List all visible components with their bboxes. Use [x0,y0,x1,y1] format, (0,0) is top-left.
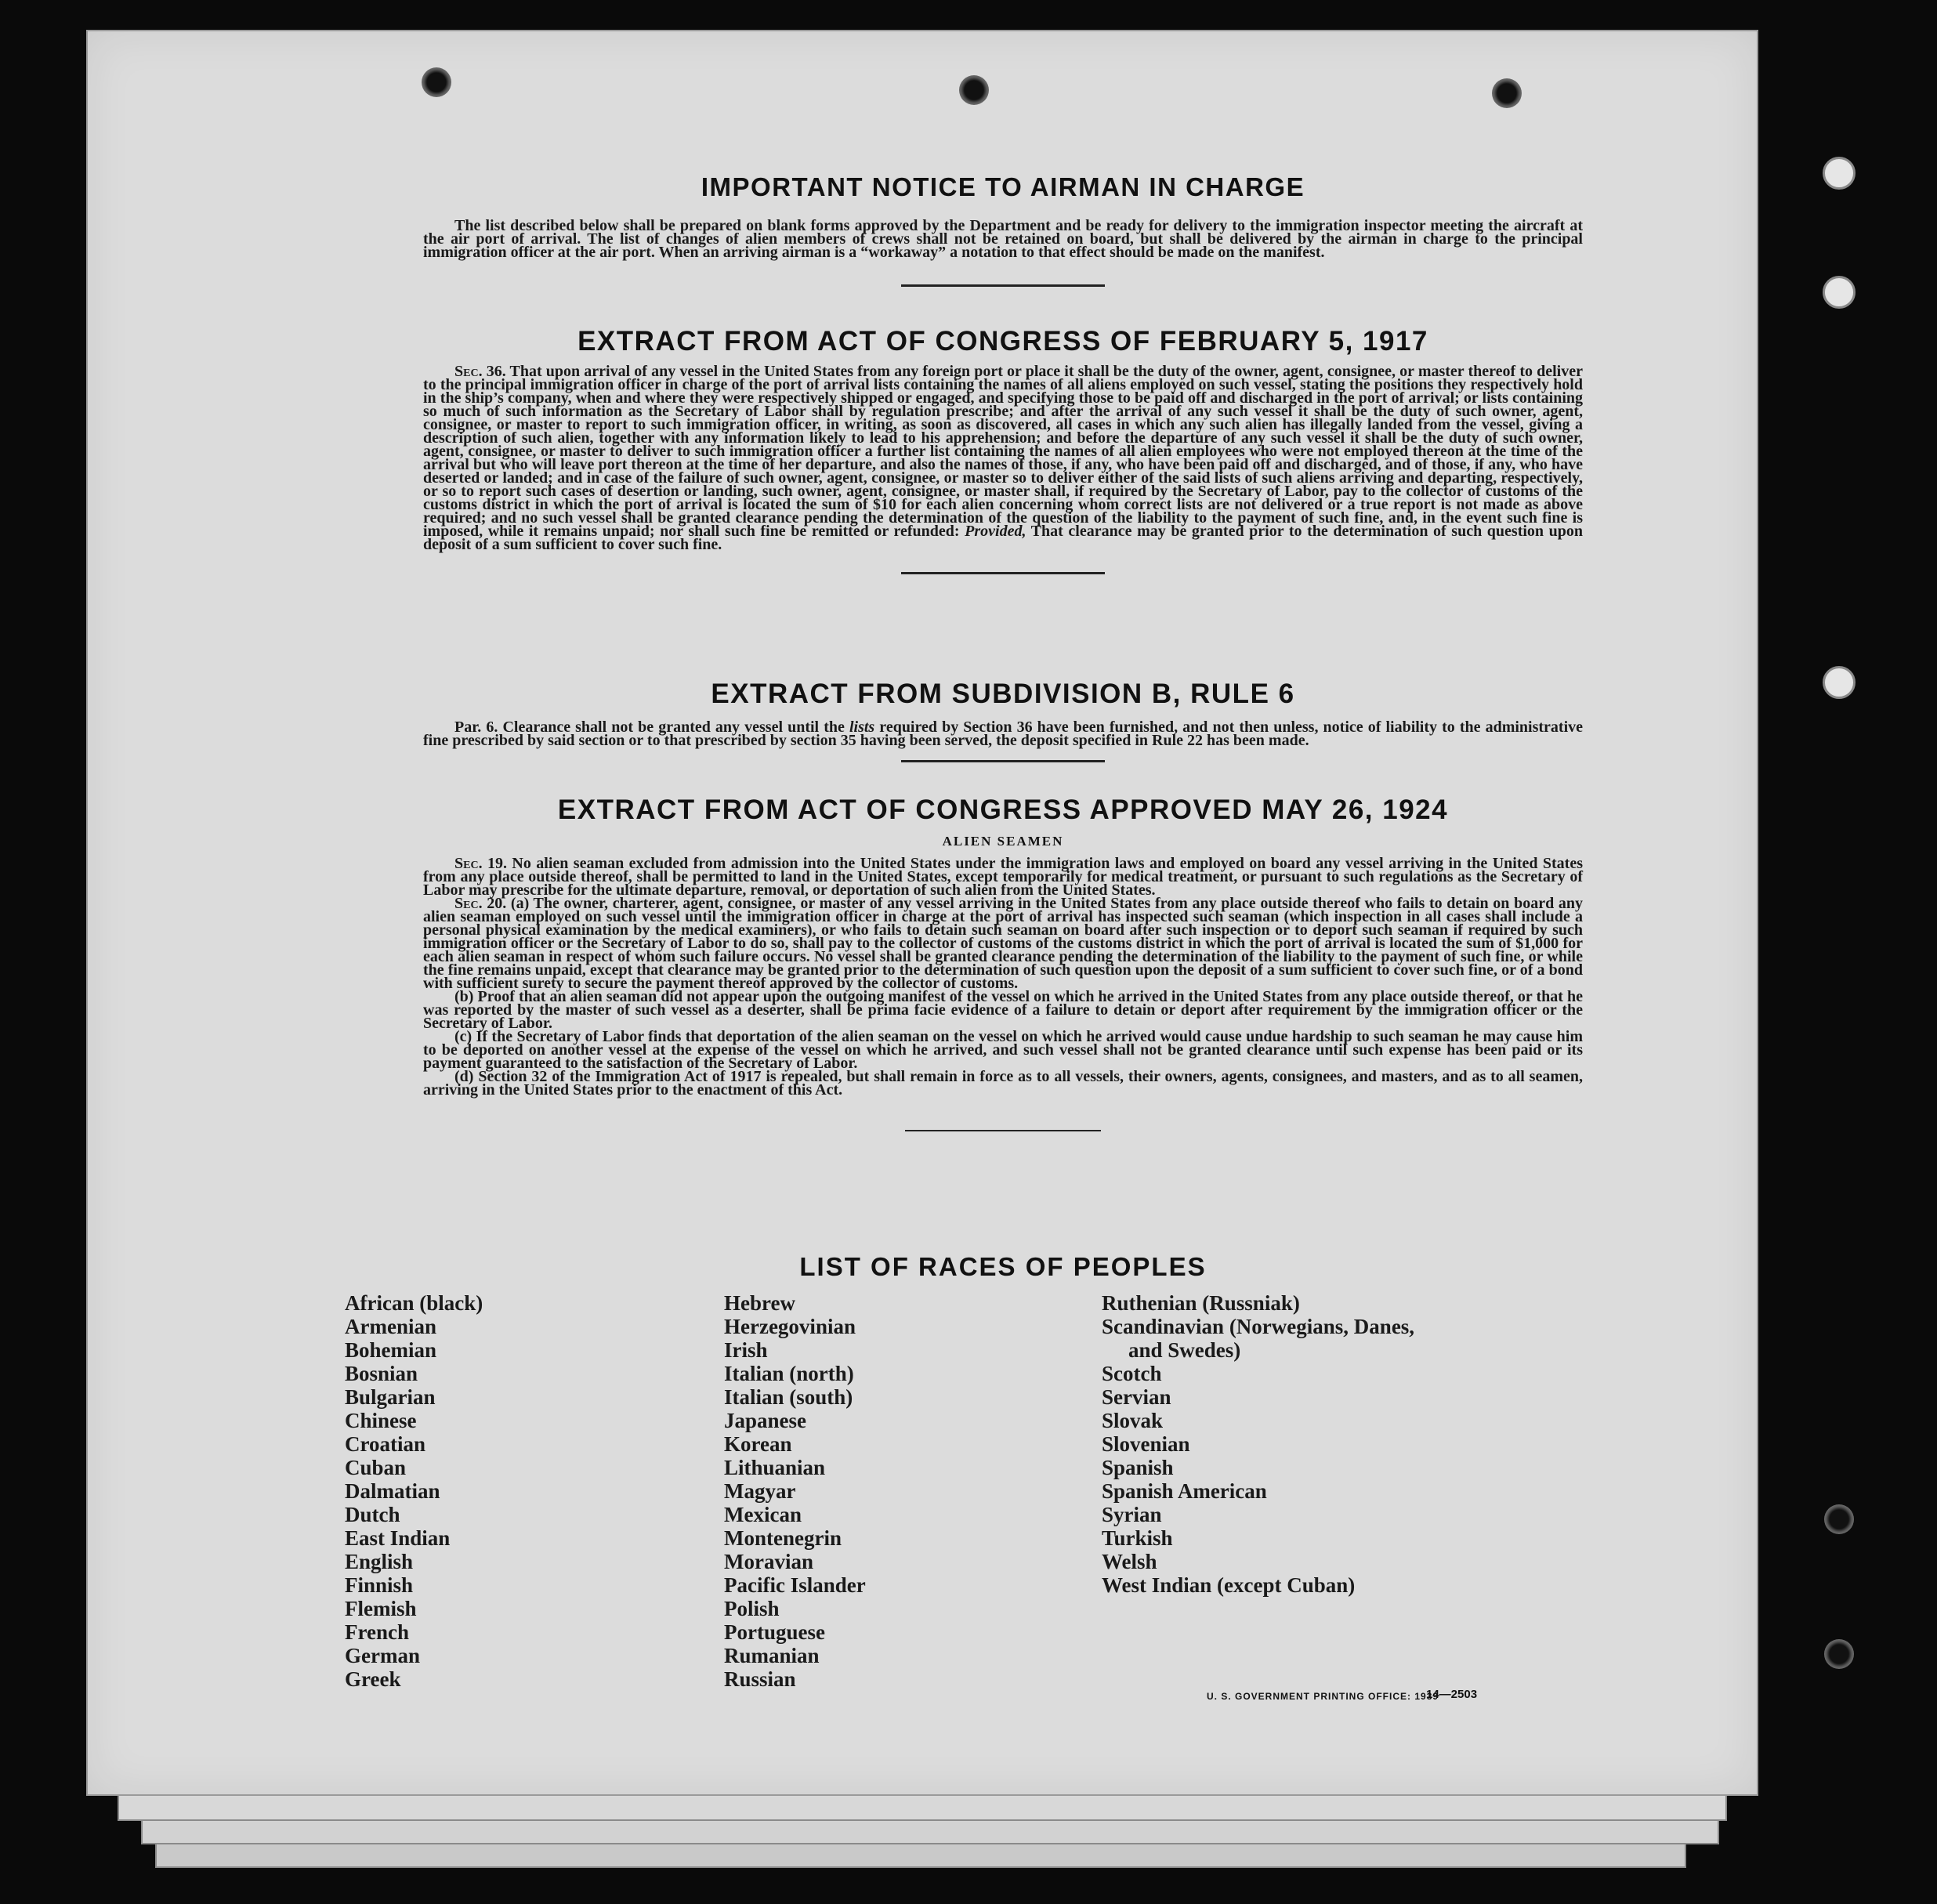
race-item: Servian [1102,1385,1171,1409]
race-item: Irish [724,1338,768,1362]
sec-20a-text [423,897,1583,990]
race-item: Armenian [345,1315,436,1338]
act-1917-text [423,365,1583,552]
race-item: Ruthenian (Russniak) [1102,1291,1300,1315]
race-item: Moravian [724,1550,813,1573]
divider [901,572,1105,574]
race-item: Cuban [345,1456,407,1479]
divider [905,1130,1101,1131]
act-1917-body: That upon arrival of any vessel in the United States from any foreign port or place it shall be the duty of the owner, agent, consignee, or master thereof to deliver to the principal immigration officer in charge of the port of arrival lists containing the names of all aliens employed on such vessel, stating the positions they respectively hold in the ship’s company, when and where they were respectively shipped or engaged, and specifying those to be paid off and discharged in the port of arrival; or lists containing so much of such information as the Secretary of Labor shall by regulation prescribe; and after the arrival of any such vessel it shall be the duty of such owner, agent, consignee, or master to report to such immigration officer, in writing, as soon as discovered, all cases in which any such alien has illegally landed from the vessel, giving a description of such alien, together with any information likely to lead to his apprehension; and before the departure of any such vessel it shall be the duty of such owner, agent, consignee, or master to deliver to such immigration officer a further list containing the names of all alien employees who were not employed thereon at the time of the arrival but who will leave port thereon at the time of her departure, and also the names of those, if any, who have been paid off and discharged, and of those, if any, who have deserted or landed; and in case of the failure of such owner, agent, consignee, or master so to deliver either of the said lists of such aliens arriving and departing, respectively, or so to report such cases of desertion or landing, such owner, agent, consignee, or master shall, if required by the Secretary of Labor, pay to the collector of customs of the customs district in which the port of arrival is located the sum of $10 for each alien concerning whom correct lists are not delivered or a true report is not made as above required; and no such vessel shall be granted clearance pending the determination of the question of the liability to the payment of such fine, and, in the event such fine is imposed, while it remains unpaid; nor shall such fine be remitted or refunded: [423,363,1583,540]
printer-imprint: U. S. GOVERNMENT PRINTING OFFICE: 1939 [1207,1691,1439,1702]
race-item: Polish [724,1597,780,1620]
race-item: English [345,1550,414,1573]
race-item: Korean [724,1432,792,1456]
race-item: Finnish [345,1573,414,1597]
notice-title: IMPORTANT NOTICE TO AIRMAN IN CHARGE [701,172,1305,201]
divider [901,760,1105,762]
provided-word: Provided, [965,523,1026,540]
form-number: 14—2503 [1426,1688,1478,1701]
sec-20a-body: (a) The owner, charterer, agent, consignee, or master of any vessel arriving in the United States from any place outside thereof who fails to detain on board any alien seaman employed on such vessel until the immigration officer in charge at the port of arrival has inspected such seaman (which inspection in all cases shall include a personal physical examination by the medical examiners), or who fails to detain such seaman on board after such inspection or to deport such seaman if required by such immigration officer or the Secretary of Labor to do so, shall pay to the collector of customs of the customs district in which the port of arrival is located the sum of $1,000 for each alien seaman in respect of whom such failure occurs. No vessel shall be granted clearance pending the determination of the liability to the payment of such fine, or while the fine remains unpaid, except that clearance may be granted prior to the determination of such question upon the deposit of a sum sufficient to cover such fine, or of a bond with sufficient surety to secure the payment thereof approved by the collector of customs. [423,895,1584,992]
race-item: Bulgarian [345,1385,436,1409]
race-item: Mexican [724,1503,802,1526]
sec-20c-text: (c) If the Secretary of Labor finds that deportation of the alien seaman on the vessel on which he arrived would cause undue hardship to such seaman he may cause him to be deported on another vessel at the expense of the vessel on which he arrived, and such vessel shall not be granted clearance until such expense has been paid or its payment guaranteed to the satisfaction of the Secretary of Labor. [423,1028,1583,1072]
race-item: Montenegrin [724,1526,842,1550]
divider [901,284,1105,287]
race-item: Bosnian [345,1362,418,1385]
races-column-2 [724,1291,866,1691]
races-title: LIST OF RACES OF PEOPLES [799,1252,1207,1281]
race-item: Hebrew [724,1291,795,1315]
rule-6-section [423,679,1583,762]
punch-hole-icon [1492,78,1522,108]
race-item: Flemish [345,1597,417,1620]
section-label: Sec. 36. [454,363,506,380]
act-1917-section [423,326,1583,574]
section-label: Sec. 20. [454,895,507,912]
notice-section [423,219,1583,287]
race-item: and Swedes) [1128,1338,1241,1362]
race-item: Magyar [724,1479,796,1503]
race-item: French [345,1620,409,1644]
race-item: Slovenian [1102,1432,1190,1456]
race-item: Portuguese [724,1620,825,1644]
paragraph-label: Par. 6. [454,719,498,736]
lists-word: lists [849,719,875,736]
punch-hole-icon [1824,1504,1854,1534]
sec-19-text [423,857,1583,897]
sec-20d-text: (d) Section 32 of the Immigration Act of 1917 is repealed, but shall remain in force as to all vessels, their owners, agents, consignees, and masters, and as to all seamen, arriving in the United States prior to the enactment of this Act. [423,1068,1583,1099]
punch-hole-icon [959,75,989,105]
race-item: Welsh [1102,1550,1157,1573]
rule-6-title: EXTRACT FROM SUBDIVISION B, RULE 6 [711,679,1295,709]
binder-ring-icon [1823,157,1856,190]
rule-6-text [423,721,1583,747]
races-column-1 [345,1291,483,1691]
race-item: Spanish American [1102,1479,1267,1503]
race-item: Croatian [345,1432,426,1456]
act-1924-section [423,795,1583,1131]
race-item: Dutch [345,1503,400,1526]
race-item: Italian (north) [724,1362,854,1385]
race-item: German [345,1644,420,1667]
race-item: Syrian [1102,1503,1162,1526]
race-item: Greek [345,1667,401,1691]
alien-seamen-subtitle: ALIEN SEAMEN [942,834,1064,849]
race-item: Pacific Islander [724,1573,866,1597]
race-item: Chinese [345,1409,417,1432]
race-item: Lithuanian [724,1456,826,1479]
rule-6-body-a: Clearance shall not be granted any vessel until the [502,719,845,736]
races-column-3 [1102,1291,1414,1597]
rule-6-body-b: required by Section 36 have been furnished, and not then unless, notice of liability to the administrative fine prescribed by said section or to that prescribed by section 35 having been served, the deposit specified in Rule 22 has been made. [423,719,1584,749]
binder-ring-icon [1823,666,1856,699]
race-item: Russian [724,1667,796,1691]
sec-19-body: No alien seaman excluded from admission into the United States under the immigration laws and employed on board any vessel arriving in the United States from any place outside thereof, shall be permitted to land in the United States, except temporarily for medical treatment, or pursuant to such regulations as the Secretary of Labor may prescribe for the ultimate departure, removal, or deportation of such alien from the United States. [423,855,1584,899]
race-item: East Indian [345,1526,451,1550]
act-1917-body-end: That clearance may be granted prior to the determination of such question upon deposit of a sum sufficient to cover such fine. [423,523,1583,553]
punch-hole-icon [422,67,451,97]
race-item: West Indian (except Cuban) [1102,1573,1356,1597]
sec-20b-text: (b) Proof that an alien seaman did not appear upon the outgoing manifest of the vessel on which he arrived in the United States from any place outside thereof, or that he was reported by the master of such vessel as a deserter, shall be prima facie evidence of a failure to detain or deport after requirement by the immigration officer or the Secretary of Labor. [423,988,1583,1032]
race-item: Bohemian [345,1338,437,1362]
race-item: African (black) [345,1291,483,1315]
act-1924-title: EXTRACT FROM ACT OF CONGRESS APPROVED MAY 26, 1924 [557,795,1449,825]
race-item: Rumanian [724,1644,820,1667]
race-item: Scandinavian (Norwegians, Danes, [1102,1315,1415,1338]
race-item: Japanese [724,1409,807,1432]
binder-ring-icon [1823,276,1856,309]
race-item: Italian (south) [724,1385,853,1409]
notice-text: The list described below shall be prepared on blank forms approved by the Department and be ready for delivery to the immigration inspector meeting the aircraft at the air port of arrival. The list of changes of alien members of crews shall not be retained on board, but shall be delivered by the airman in charge to the principal immigration officer at the air port. When an arriving airman is a “workaway” a notation to that effect should be made on the manifest. [423,217,1583,261]
section-label: Sec. 19. [454,855,507,872]
race-item: Slovak [1102,1409,1164,1432]
race-item: Herzegovinian [724,1315,856,1338]
race-item: Dalmatian [345,1479,440,1503]
race-item: Turkish [1102,1526,1173,1550]
punch-hole-icon [1824,1639,1854,1669]
act-1917-title: EXTRACT FROM ACT OF CONGRESS OF FEBRUARY 5, 1917 [577,326,1428,357]
race-item: Scotch [1102,1362,1162,1385]
race-item: Spanish [1102,1456,1174,1479]
